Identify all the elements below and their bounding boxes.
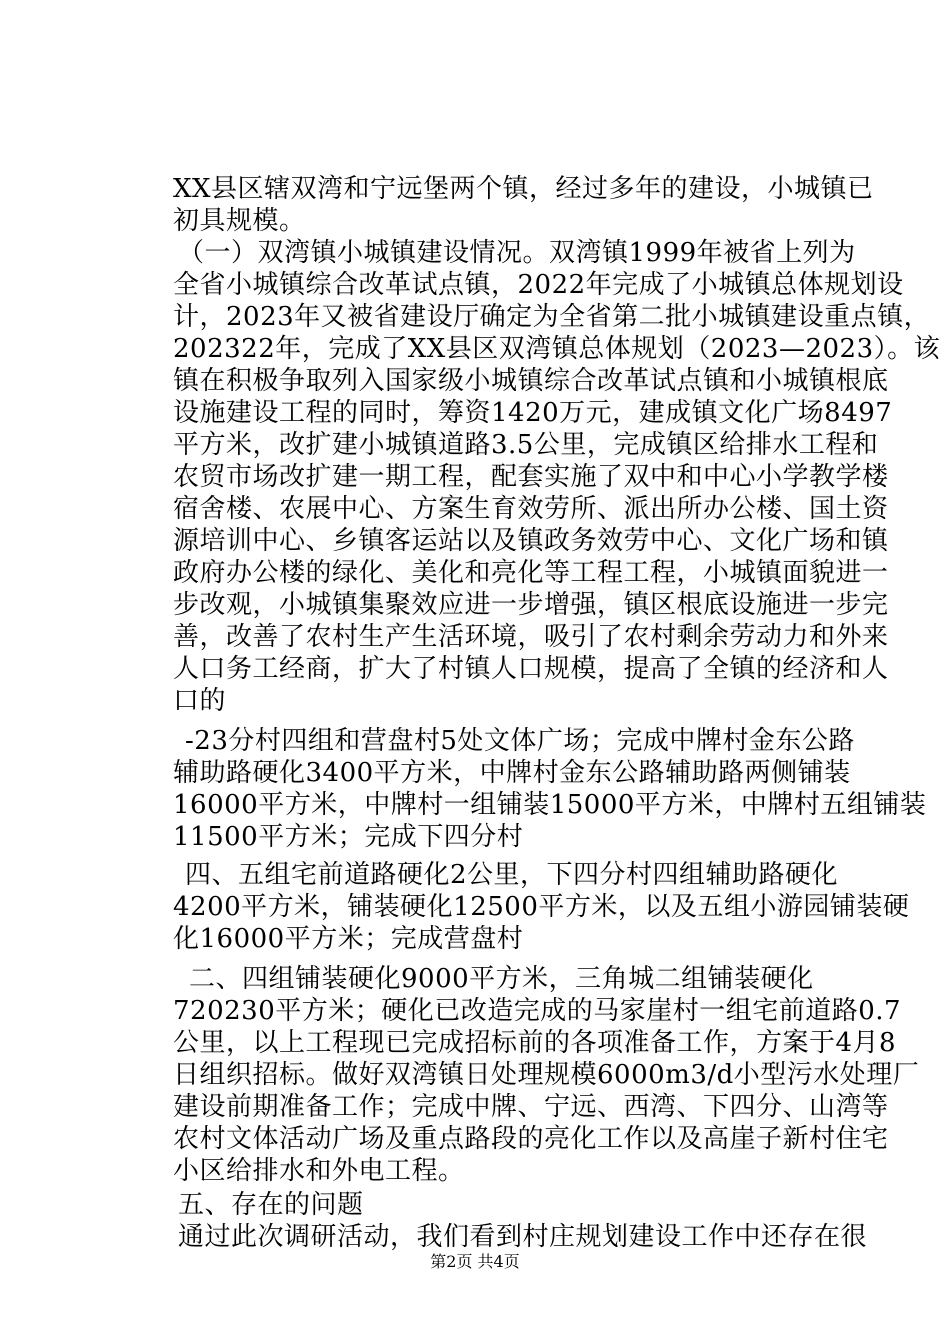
text-line: -23分村四组和营盘村5处文体广场；完成中牌村金东公路 — [185, 726, 855, 756]
text-line: 源培训中心、乡镇客运站以及镇政务效劳中心、文化广场和镇 — [173, 526, 889, 556]
text-line: 宿舍楼、农展中心、方案生育效劳所、派出所办公楼、国土资 — [173, 494, 889, 524]
text-line: 设施建设工程的同时，筹资1420万元，建成镇文化广场8497 — [173, 398, 893, 428]
text-line: 镇在积极争取列入国家级小城镇综合改革试点镇和小城镇根底 — [173, 366, 889, 396]
text-line: 202322年，完成了XX县区双湾镇总体规划（2023—2023）。该 — [173, 334, 941, 364]
text-line: XX县区辖双湾和宁远堡两个镇，经过多年的建设，小城镇已 — [173, 174, 874, 204]
text-line: 二、四组铺装硬化9000平方米，三角城二组铺装硬化 — [189, 964, 814, 994]
text-line: 720230平方米；硬化已改造完成的马家崖村一组宅前道路0.7 — [173, 996, 902, 1026]
text-line: 日组织招标。做好双湾镇日处理规模6000m3/d小型污水处理厂 — [173, 1060, 920, 1090]
text-line: 农贸市场改扩建一期工程，配套实施了双中和中心小学教学楼 — [173, 462, 889, 492]
text-line: 计，2023年又被省建设厅确定为全省第二批小城镇建设重点镇， — [173, 302, 931, 332]
text-line: 辅助路硬化3400平方米，中牌村金东公路辅助路两侧铺装 — [173, 758, 851, 788]
page-number-footer: 第2页 共4页 — [430, 1252, 520, 1271]
text-line: 通过此次调研活动，我们看到村庄规划建设工作中还存在很 — [178, 1222, 868, 1252]
text-line: 4200平方米，铺装硬化12500平方米，以及五组小游园铺装硬 — [173, 892, 910, 922]
text-line: 平方米，改扩建小城镇道路3.5公里，完成镇区给排水工程和 — [173, 430, 879, 460]
text-line: 小区给排水和外电工程。 — [173, 1156, 465, 1186]
text-line: 初具规模。 — [173, 206, 306, 236]
text-line: 11500平方米；完成下四分村 — [173, 822, 524, 852]
text-line: 全省小城镇综合改革试点镇，2022年完成了小城镇总体规划设 — [173, 270, 904, 300]
text-line: 步改观，小城镇集聚效应进一步增强，镇区根底设施进一步完 — [173, 590, 889, 620]
text-line: 人口务工经商，扩大了村镇人口规模，提高了全镇的经济和人 — [173, 654, 889, 684]
text-line: 农村文体活动广场及重点路段的亮化工作以及高崖子新村住宅 — [173, 1124, 889, 1154]
text-line: 化16000平方米；完成营盘村 — [173, 924, 524, 954]
text-line: （一）双湾镇小城镇建设情况。双湾镇1999年被省上列为 — [178, 238, 856, 268]
text-line: 建设前期准备工作；完成中牌、宁远、西湾、下四分、山湾等 — [173, 1092, 889, 1122]
text-line: 16000平方米，中牌村一组铺装15000平方米，中牌村五组铺装 — [173, 790, 927, 820]
text-line: 公里，以上工程现已完成招标前的各项准备工作，方案于4月8 — [173, 1028, 897, 1058]
text-line: 政府办公楼的绿化、美化和亮化等工程工程，小城镇面貌进一 — [173, 558, 889, 588]
text-line: 口的 — [173, 686, 227, 716]
section-heading: 五、存在的问题 — [178, 1190, 364, 1220]
text-line: 四、五组宅前道路硬化2公里，下四分村四组辅助路硬化 — [185, 860, 839, 890]
text-line: 善，改善了农村生产生活环境，吸引了农村剩余劳动力和外来 — [173, 622, 889, 652]
